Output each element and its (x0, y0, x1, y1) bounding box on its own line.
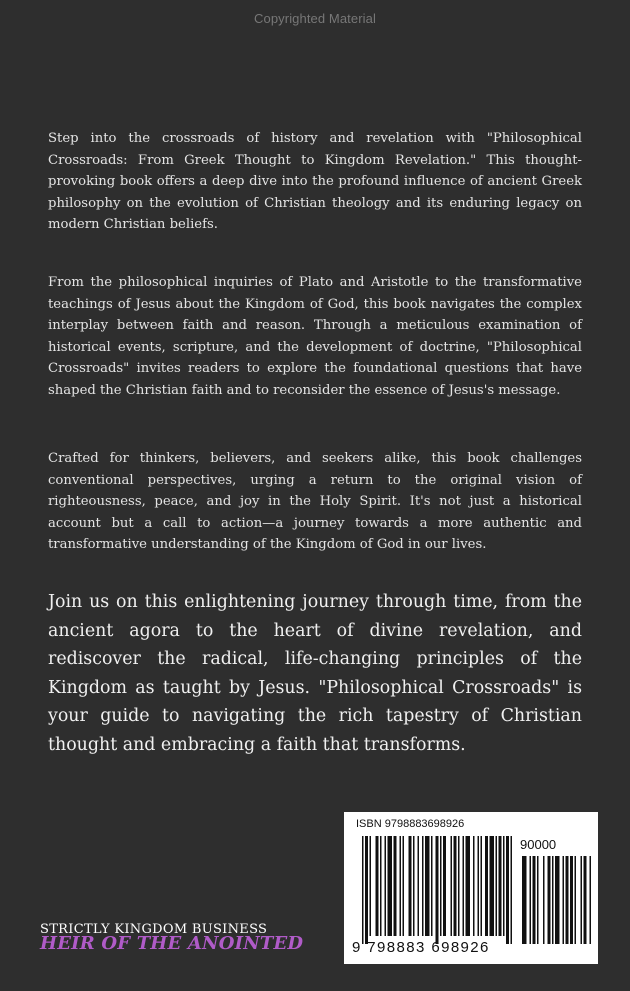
barcode-bar (463, 836, 465, 936)
barcode-bar (431, 836, 433, 936)
addon-bar (533, 856, 536, 944)
addon-bar (555, 856, 560, 944)
addon-bar (575, 856, 577, 944)
barcode-bar (365, 836, 368, 944)
addon-bar (590, 856, 592, 944)
isbn-label: ISBN 9798883698926 (356, 818, 465, 830)
watermark-text: Copyrighted Material (254, 11, 376, 26)
barcode-bar (385, 836, 387, 936)
description-paragraph-2: From the philosophical inquiries of Plato and Aristotle to the transformative teachings of Jesus about the Kingdom of God, this book navigates the complex interplay between faith and reason. Through a meticulous examination of historical events, scripture, and the development of doctrine, "Philosophical Crossroads" invites readers to explore the foundational questions that have shaped the Christian faith and to reconsider the essence of Jesus's message. (48, 275, 582, 398)
addon-bar (566, 856, 569, 944)
barcode-bar (454, 836, 457, 936)
brand-tagline: STRICTLY KINGDOM BUSINESS (40, 922, 268, 937)
addon-bar (552, 856, 554, 944)
addon-bars (522, 856, 591, 944)
addon-bar (530, 856, 532, 944)
barcode-bar (478, 836, 480, 936)
barcode-bar (506, 836, 509, 944)
addon-bar (537, 856, 539, 944)
barcode-bar (458, 836, 460, 936)
barcode-bar (394, 836, 397, 936)
barcode-bar (436, 836, 439, 944)
addon-bar (570, 856, 573, 944)
barcode-bar (503, 836, 505, 936)
addon-bar (543, 856, 545, 944)
addon-bar (563, 856, 565, 944)
barcode-bar (496, 836, 498, 936)
barcode-bar (490, 836, 495, 936)
barcode-digits: 9 798883 698926 (352, 939, 490, 956)
barcode-bar (376, 836, 379, 936)
barcode-bar (451, 836, 453, 936)
barcode-bar (362, 836, 364, 944)
addon-bar (522, 856, 527, 944)
barcode-bar (511, 836, 513, 944)
barcode-bar (485, 836, 488, 936)
brand-logo-text: HEIR OF THE ANOINTED (40, 933, 304, 954)
barcode-bar (418, 836, 420, 936)
barcode-bar (473, 836, 475, 936)
description-paragraph-1: Step into the crossroads of history and revelation with "Philosophical Crossroads: From Greek Thought to Kingdom Revelation." This thought-provoking book offers a deep dive into the profound influence of ancient Greek philosophy on the evolution of Christian theology and its enduring legacy on modern Christian beliefs. (48, 131, 582, 233)
barcode-bar (370, 836, 372, 936)
barcode-bar (443, 836, 446, 936)
barcode-bar (440, 836, 442, 936)
description-paragraph-3: Crafted for thinkers, believers, and seekers alike, this book challenges conventional perspectives, urging a return to the original vision of righteousness, peace, and joy in the Holy Spirit. It's not just a historical account but a call to action—a journey towards a more authentic and transformative understanding of the Kingdom of God in our lives. (48, 451, 582, 553)
barcode-bar (400, 836, 402, 936)
ean13-bars (362, 836, 512, 944)
closing-paragraph: Join us on this enlightening journey through time, from the ancient agora to the heart of divine revelation, and rediscover the radical, life-changing principles of the Kingdom as taught by Jesus. "Philosophical Crossroads" is your guide to navigating the rich tapestry of Christian thought and embracing a faith that transforms. (48, 592, 582, 755)
barcode-bar (499, 836, 502, 936)
isbn-barcode-box (344, 812, 598, 964)
barcode-bar (481, 836, 483, 936)
price-code: 90000 (520, 837, 557, 852)
barcode-bar (413, 836, 415, 936)
barcode-bar (409, 836, 412, 936)
barcode-bar (403, 836, 405, 936)
barcode-bar (422, 836, 424, 936)
barcode-bar (425, 836, 430, 936)
addon-bar (548, 856, 551, 944)
barcode-bar (466, 836, 471, 936)
addon-bar (584, 856, 587, 944)
barcode-bar (380, 836, 382, 936)
addon-bar (581, 856, 583, 944)
barcode-bar (388, 836, 393, 936)
